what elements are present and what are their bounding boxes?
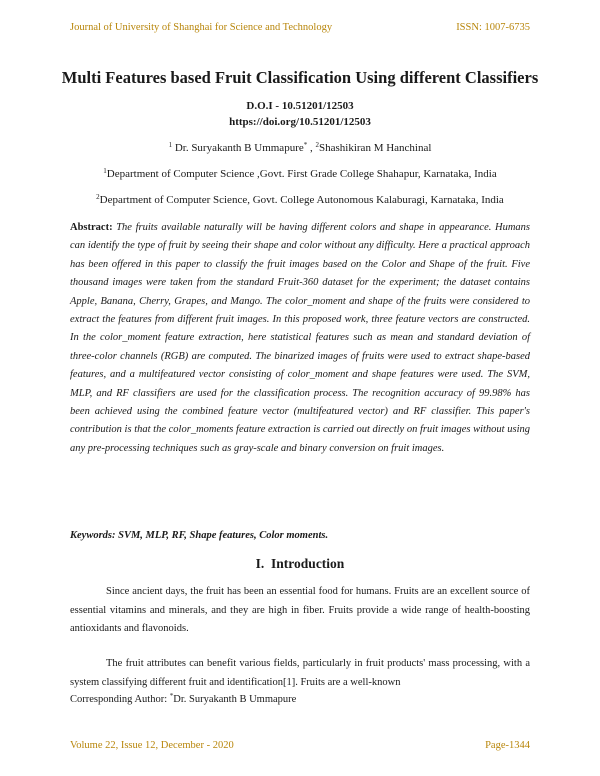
affiliation-2 [40,193,560,206]
author-separator: , [310,142,313,154]
affiliation-2-sup: 2 [96,193,100,201]
section-number: I. [255,556,265,571]
doi-line: D.O.I - 10.51201/12503 [246,100,354,112]
corresponding-author-note [70,692,530,705]
affiliation-1 [40,167,560,180]
corresponding-name: Dr. Suryakanth B Ummapure [173,694,297,705]
issue-info: Volume 22, Issue 12, December - 2020 [70,740,234,751]
affiliation-2-text: Department of Computer Science, Govt. College Autonomous Kalaburagi, Karnataka, India [99,194,504,206]
corresponding-mark: * [303,141,308,149]
doi-block [40,98,560,130]
intro-paragraph-1: Since ancient days, the fruit has been an essential food for humans. Fruits are an excellent source of essential vitamins and minerals, and they are high in fiber. Fruits provide a wide range of health-boosting antioxidants and flavonoids. [70,586,530,635]
author-1-name: Dr. Suryakanth B Ummapure [174,142,304,154]
author-2-sup: 2 [315,141,319,149]
author-1-sup: 1 [168,141,173,149]
corresponding-label: Corresponding Author: [70,694,168,705]
author-list [40,141,560,154]
doi-link[interactable]: https://doi.org/10.51201/12503 [229,116,371,128]
intro-paragraph-2: The fruit attributes can benefit various fields, particularly in fruit products' mass processing, with a system classifying different fruit and identification[1]. Fruits are a well-known [70,658,530,688]
corresponding-note-mark: * [169,692,174,700]
abstract [70,219,530,458]
running-footer [70,740,530,756]
affiliation-1-sup: 1 [103,167,107,175]
page-number: Page-1344 [485,740,530,751]
issn: ISSN: 1007-6735 [456,22,530,33]
paper-title: Multi Features based Fruit Classification Using different Classifiers [61,68,539,87]
section-title: Introduction [271,556,345,571]
running-header [70,22,530,38]
abstract-text: The fruits available naturally will be having different colors and shape in appearance. Humans can identify the type of fruit by seeing their shape and color without any difficulty. Here a practical approach has been offered in this paper to classify the fruit images based on the Color and Shape of the fruit. Five thousand images were taken from the standard Fruit-360 dataset for the experiment; the dataset contains Apple, Banana, Cherry, Grapes, and Mango. The color_moment and shape of the fruits were considered to extract the features from different fruit images. In this proposed work, three feature vectors are constructed. In the color_moment feature extraction, here statistical features such as mean and standard deviation of three-color channels (RGB) are computed. The binarized images of fruits were used to extract shape-based features, and a multifeatured vector consisting of color_moment and shape features were used. The SVM, MLP, and RF classifiers are used for the classification process. The recognition accuracy of 99.98% has been achieved using the combined feature vector (multifeatured vector) and RF classifier. This paper's contribution is that the color_moments feature extraction is carried out directly on fruit images without using any pre-processing techniques such as gray-scale and binary conversion on fruit images. [70,222,530,454]
affiliation-1-text: Department of Computer Science ,Govt. First Grade College Shahapur, Karnataka, India [106,168,497,180]
journal-name: Journal of University of Shanghai for Science and Technology [70,22,333,33]
abstract-label: Abstract: [70,222,113,233]
keywords: Keywords: SVM, MLP, RF, Shape features, Color moments. [70,530,329,541]
author-2-name: Shashikiran M Hanchinal [319,142,432,154]
section-heading [70,556,530,572]
